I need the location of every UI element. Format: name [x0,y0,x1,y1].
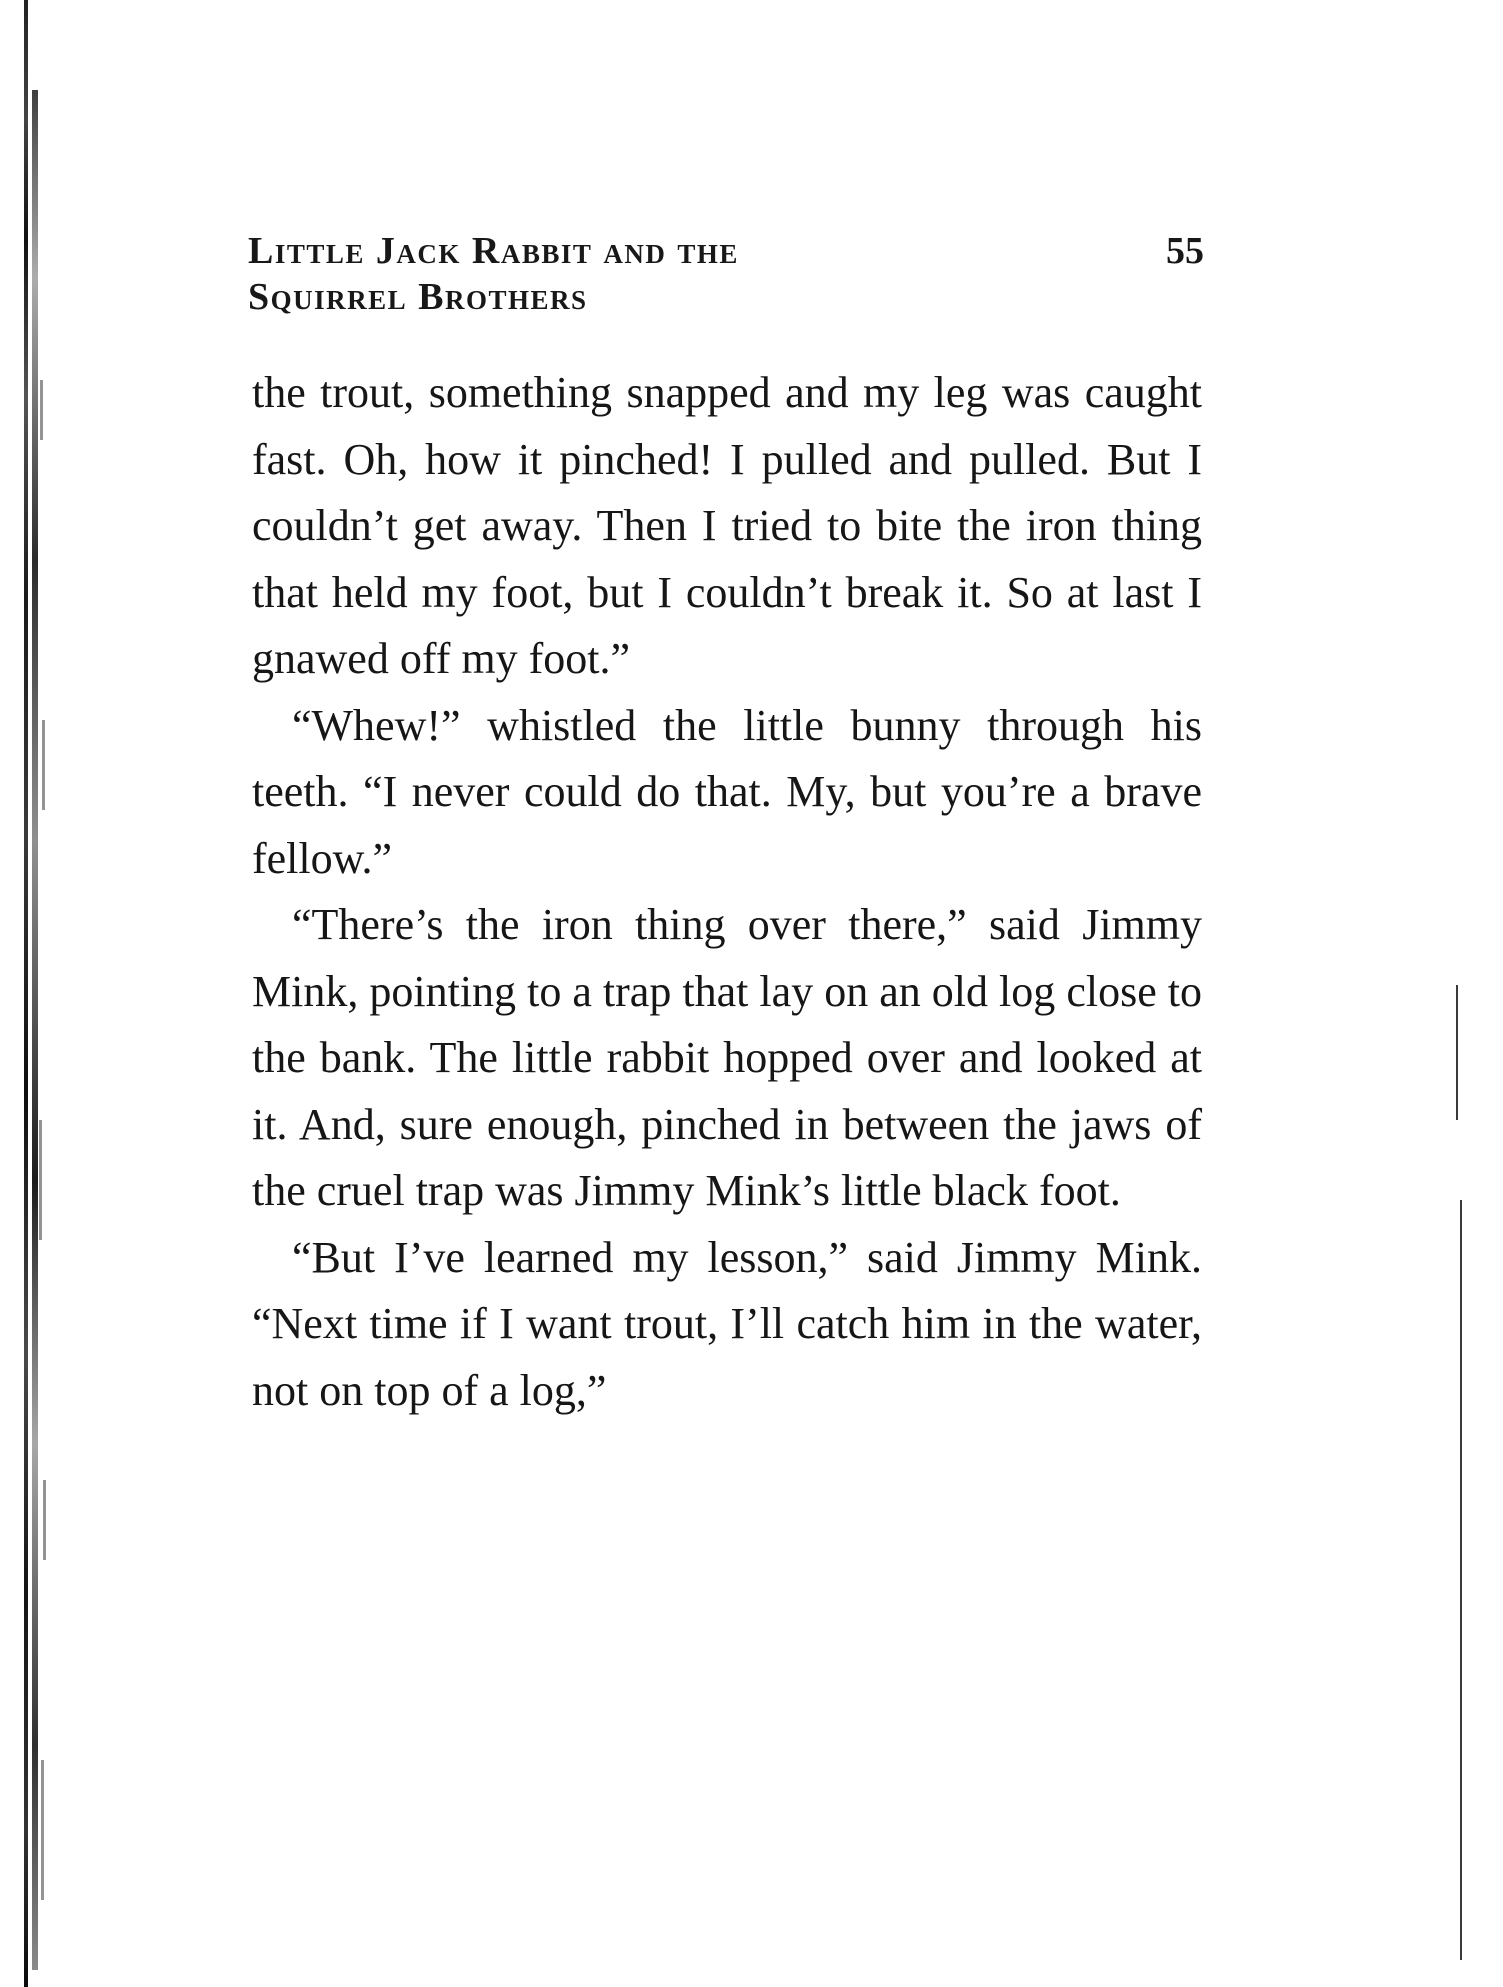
binding-edge-shadow [24,0,50,1987]
paragraph: “But I’ve learned my lesson,” said Jimmy Mink. “Next time if I want trout, I’ll catch him in the water, not on top of a log,” [252,1232,1202,1415]
running-head-title [248,228,739,320]
running-head-title-line-1: Little Jack Rabbit and the [248,230,739,272]
running-head [248,228,1204,328]
page-number: 55 [1166,230,1204,272]
paragraph: “Whew!” whistled the little bunny through his teeth. “I never could do that. My, but you’re a brave fellow.” [252,700,1202,883]
running-head-title-line-2: Squirrel Brothers [248,276,588,318]
margin-mark [1460,1200,1462,1960]
paragraph: the trout, something snapped and my leg was caught fast. Oh, how it pinched! I pulled and pulled. But I couldn’t get away. Then I tried to bite the iron thing that held my foot, but I couldn’t break it. So at last I gnawed off my foot.” [252,368,1202,683]
paragraph: “There’s the iron thing over there,” said Jimmy Mink, pointing to a trap that lay on an old log close to the bank. The little rabbit hopped over and looked at it. And, sure enough, pinched in between the jaws of the cruel trap was Jimmy Mink’s little black foot. [252,900,1202,1215]
margin-mark [1456,985,1458,1120]
body-text [252,360,1202,1424]
